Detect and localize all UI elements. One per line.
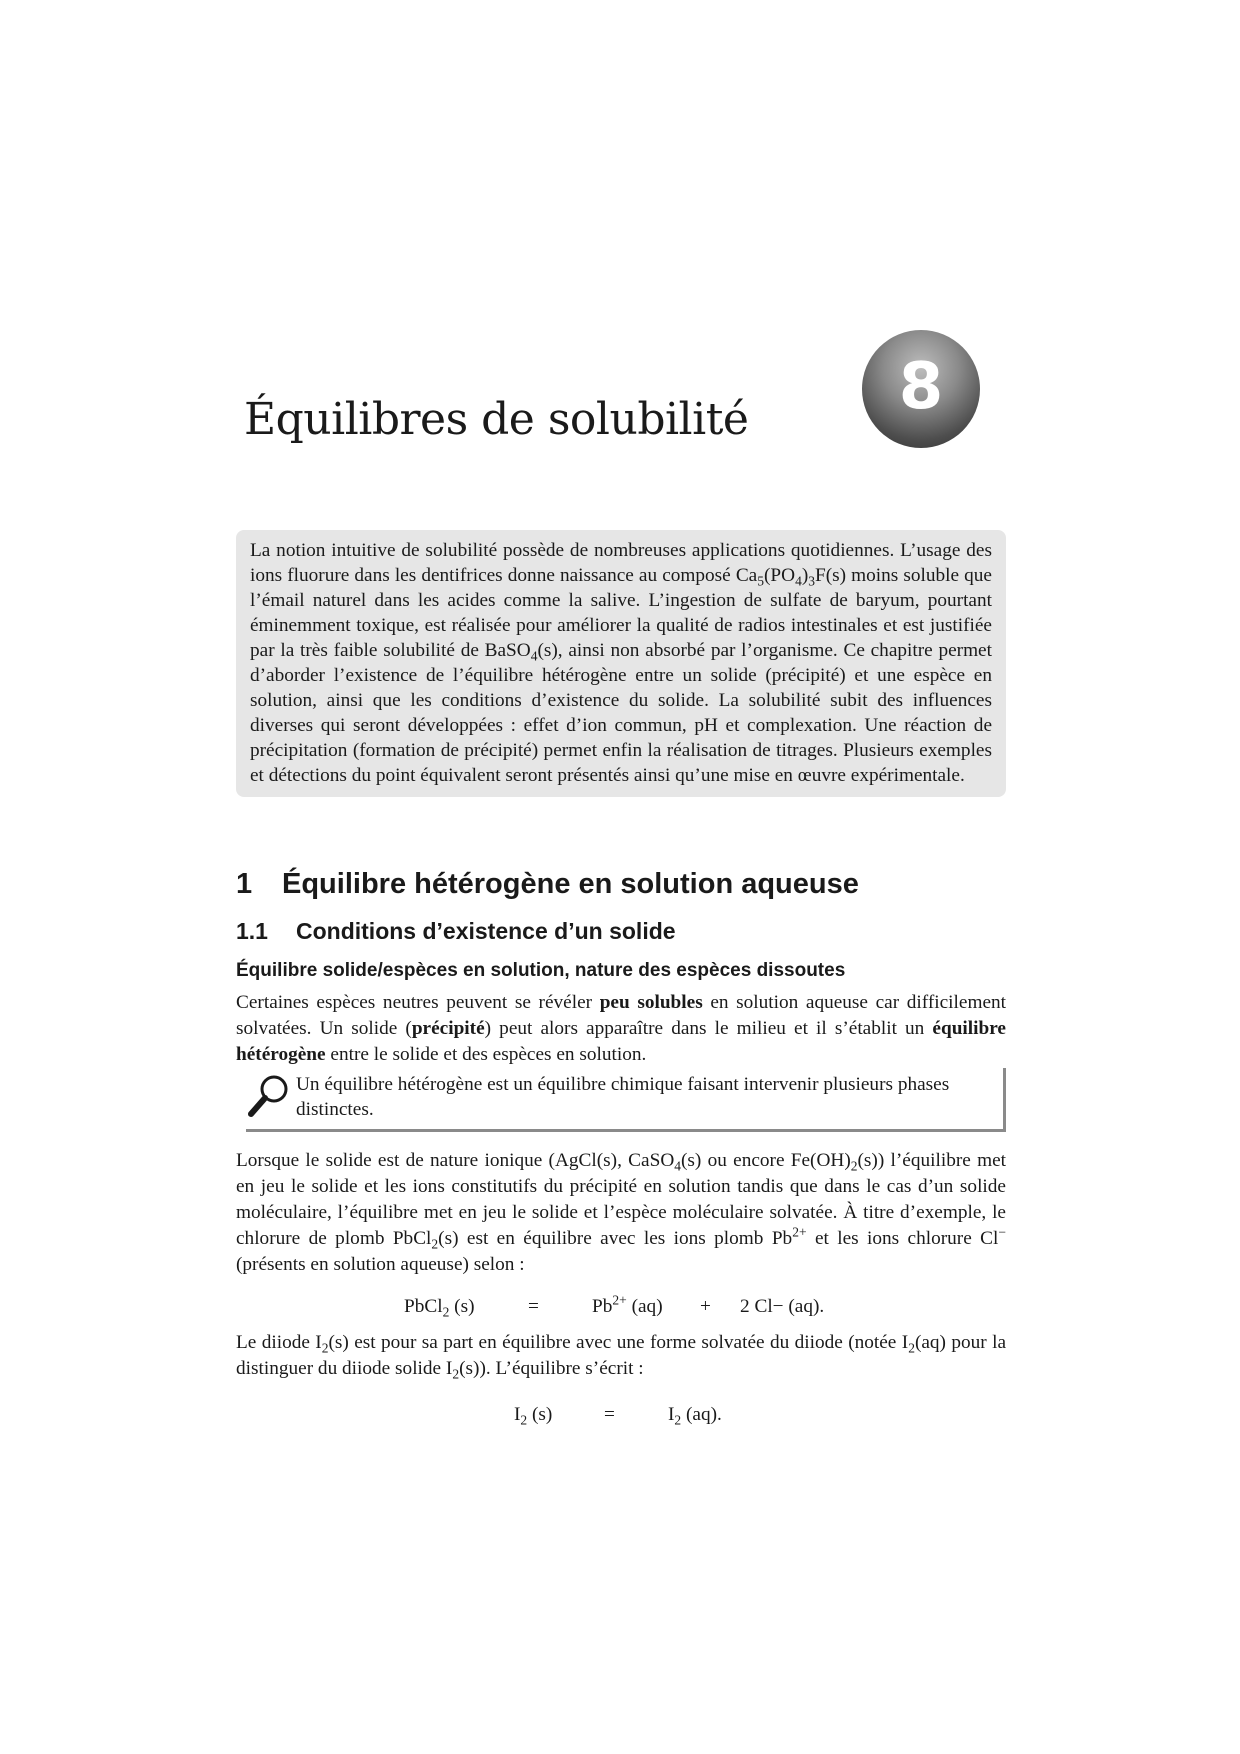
- state: (aq).: [681, 1404, 722, 1425]
- text: (présents en solution aqueuse) selon :: [236, 1254, 525, 1275]
- section-number: 1: [236, 868, 253, 900]
- superscript: 2+: [612, 1292, 627, 1308]
- subsection-number: 1.1: [236, 918, 268, 944]
- equation-i2: [0, 1404, 1240, 1434]
- formula: I: [668, 1404, 675, 1425]
- intro-sub: 4: [795, 573, 802, 589]
- section-heading-1: [236, 868, 859, 901]
- text: Le diiode I: [236, 1332, 322, 1353]
- intro-sub: 4: [530, 648, 538, 664]
- text: Certaines espèces neutres peuvent se révéler: [236, 992, 600, 1013]
- subscript: 2: [908, 1340, 915, 1356]
- equation-lhs: [404, 1296, 475, 1318]
- subscript: 2: [850, 1158, 858, 1174]
- text: (aq) pour la distinguer du diiode solide I: [236, 1332, 1007, 1379]
- intro-text-5: (s), ainsi non absorbé par l’organisme. Ce chapitre permet d’aborder l’existence de l’équilibre hétérogène entre un solide (précipité) et une espèce en solution, ainsi que les conditions d’existence du solide. La solubilité subit des influences diverses qui seront développées : effet d’ion commun, pH et complexation. Une réaction de précipitation (formation de précipité) permet enfin la réalisation de titrages. Plusieurs exemples et détections du point équivalent seront présentés ainsi qu’une mise en œuvre expérimentale.: [250, 640, 992, 786]
- text: ) peut alors apparaître dans le milieu et il s’établit un: [484, 1018, 933, 1039]
- subscript: 2: [321, 1340, 329, 1356]
- section-title: Équilibre hétérogène en solution aqueuse: [282, 868, 859, 900]
- chapter-intro-text: [250, 538, 992, 788]
- intro-sub: 3: [808, 573, 815, 589]
- text: entre le solide et des espèces en solution.: [325, 1044, 647, 1065]
- paragraph-3: [236, 1330, 1006, 1382]
- equation-rhs: [668, 1404, 722, 1426]
- chapter-title: Équilibres de solubilité: [244, 394, 749, 445]
- text: en solution aqueuse car difficilement solvatées. Un solide (: [236, 992, 1006, 1039]
- equation-pbcl2: [0, 1292, 1240, 1326]
- paragraph-2: [236, 1148, 1006, 1278]
- subscript: 2: [442, 1304, 450, 1320]
- text: (s) ou encore Fe(OH): [681, 1150, 851, 1171]
- subscript: 2: [452, 1366, 460, 1382]
- formula: I: [514, 1404, 521, 1425]
- chapter-intro-box: [236, 530, 1006, 797]
- equation-lhs: [514, 1404, 552, 1426]
- text: Lorsque le solide est de nature ionique (AgCl(s), CaSO: [236, 1150, 675, 1171]
- state: (s): [449, 1296, 475, 1317]
- plus-sign: +: [700, 1296, 711, 1317]
- intro-sub: 5: [757, 573, 764, 589]
- paragraph-heading: Équilibre solide/espèces en solution, nature des espèces dissoutes: [236, 960, 846, 981]
- formula: Pb: [592, 1296, 613, 1317]
- equation-rhs-1: [592, 1292, 663, 1318]
- subscript: 2: [520, 1412, 528, 1428]
- text: (s) est pour sa part en équilibre avec une forme solvatée du diiode (notée I: [328, 1332, 909, 1353]
- intro-text-3: ): [801, 565, 809, 586]
- superscript: −: [998, 1224, 1006, 1240]
- chapter-number: 8: [898, 350, 944, 424]
- state: (aq): [626, 1296, 663, 1317]
- intro-text-1: La notion intuitive de solubilité possède de nombreuses applications quotidiennes. L’usage des ions fluorure dans les dentifrices donne naissance au composé Ca: [250, 540, 992, 586]
- definition-text: Un équilibre hétérogène est un équilibre chimique faisant intervenir plusieurs phases distinctes.: [296, 1074, 950, 1120]
- chapter-number-badge: [862, 330, 980, 448]
- text: (s)). L’équilibre s’écrit :: [459, 1358, 644, 1379]
- subsection-heading-1-1: [236, 918, 676, 945]
- text: (s) est en équilibre avec les ions plomb Pb: [438, 1228, 793, 1249]
- superscript: 2+: [792, 1224, 807, 1240]
- equals-sign: =: [528, 1296, 539, 1317]
- state: (s): [527, 1404, 553, 1425]
- intro-text-2: (PO: [764, 565, 796, 586]
- formula: PbCl: [404, 1296, 443, 1317]
- definition-box: [246, 1068, 1006, 1132]
- magnifier-icon: [246, 1072, 292, 1122]
- text: et les ions chlorure Cl: [806, 1228, 999, 1249]
- subscript: 4: [674, 1158, 681, 1174]
- paragraph-1: [236, 990, 1006, 1068]
- subscript: 2: [431, 1236, 439, 1252]
- equation-rhs-2: 2 Cl− (aq).: [740, 1296, 825, 1317]
- equals-sign: =: [604, 1404, 615, 1425]
- intro-text-4: F(s) moins soluble que l’émail naturel dans les acides comme la salive. L’ingestion de sulfate de baryum, pourtant éminemment toxique, est réalisée pour améliorer la qualité de radios intestinales et est justifiée par la très faible solubilité de BaSO: [250, 565, 992, 661]
- bold-term: équilibre hétérogène: [236, 1018, 1006, 1065]
- subsection-title: Conditions d’existence d’un solide: [296, 918, 676, 944]
- bold-term: précipité: [411, 1018, 485, 1039]
- bold-term: peu solubles: [599, 992, 703, 1013]
- subscript: 2: [674, 1412, 682, 1428]
- text: (s)) l’équilibre met en jeu le solide et les ions constitutifs du précipité en solution tandis que dans le cas d’un solide moléculaire, l’équilibre met en jeu le solide et l’espèce moléculaire solvatée. À titre d’exemple, le chlorure de plomb PbCl: [236, 1150, 1006, 1249]
